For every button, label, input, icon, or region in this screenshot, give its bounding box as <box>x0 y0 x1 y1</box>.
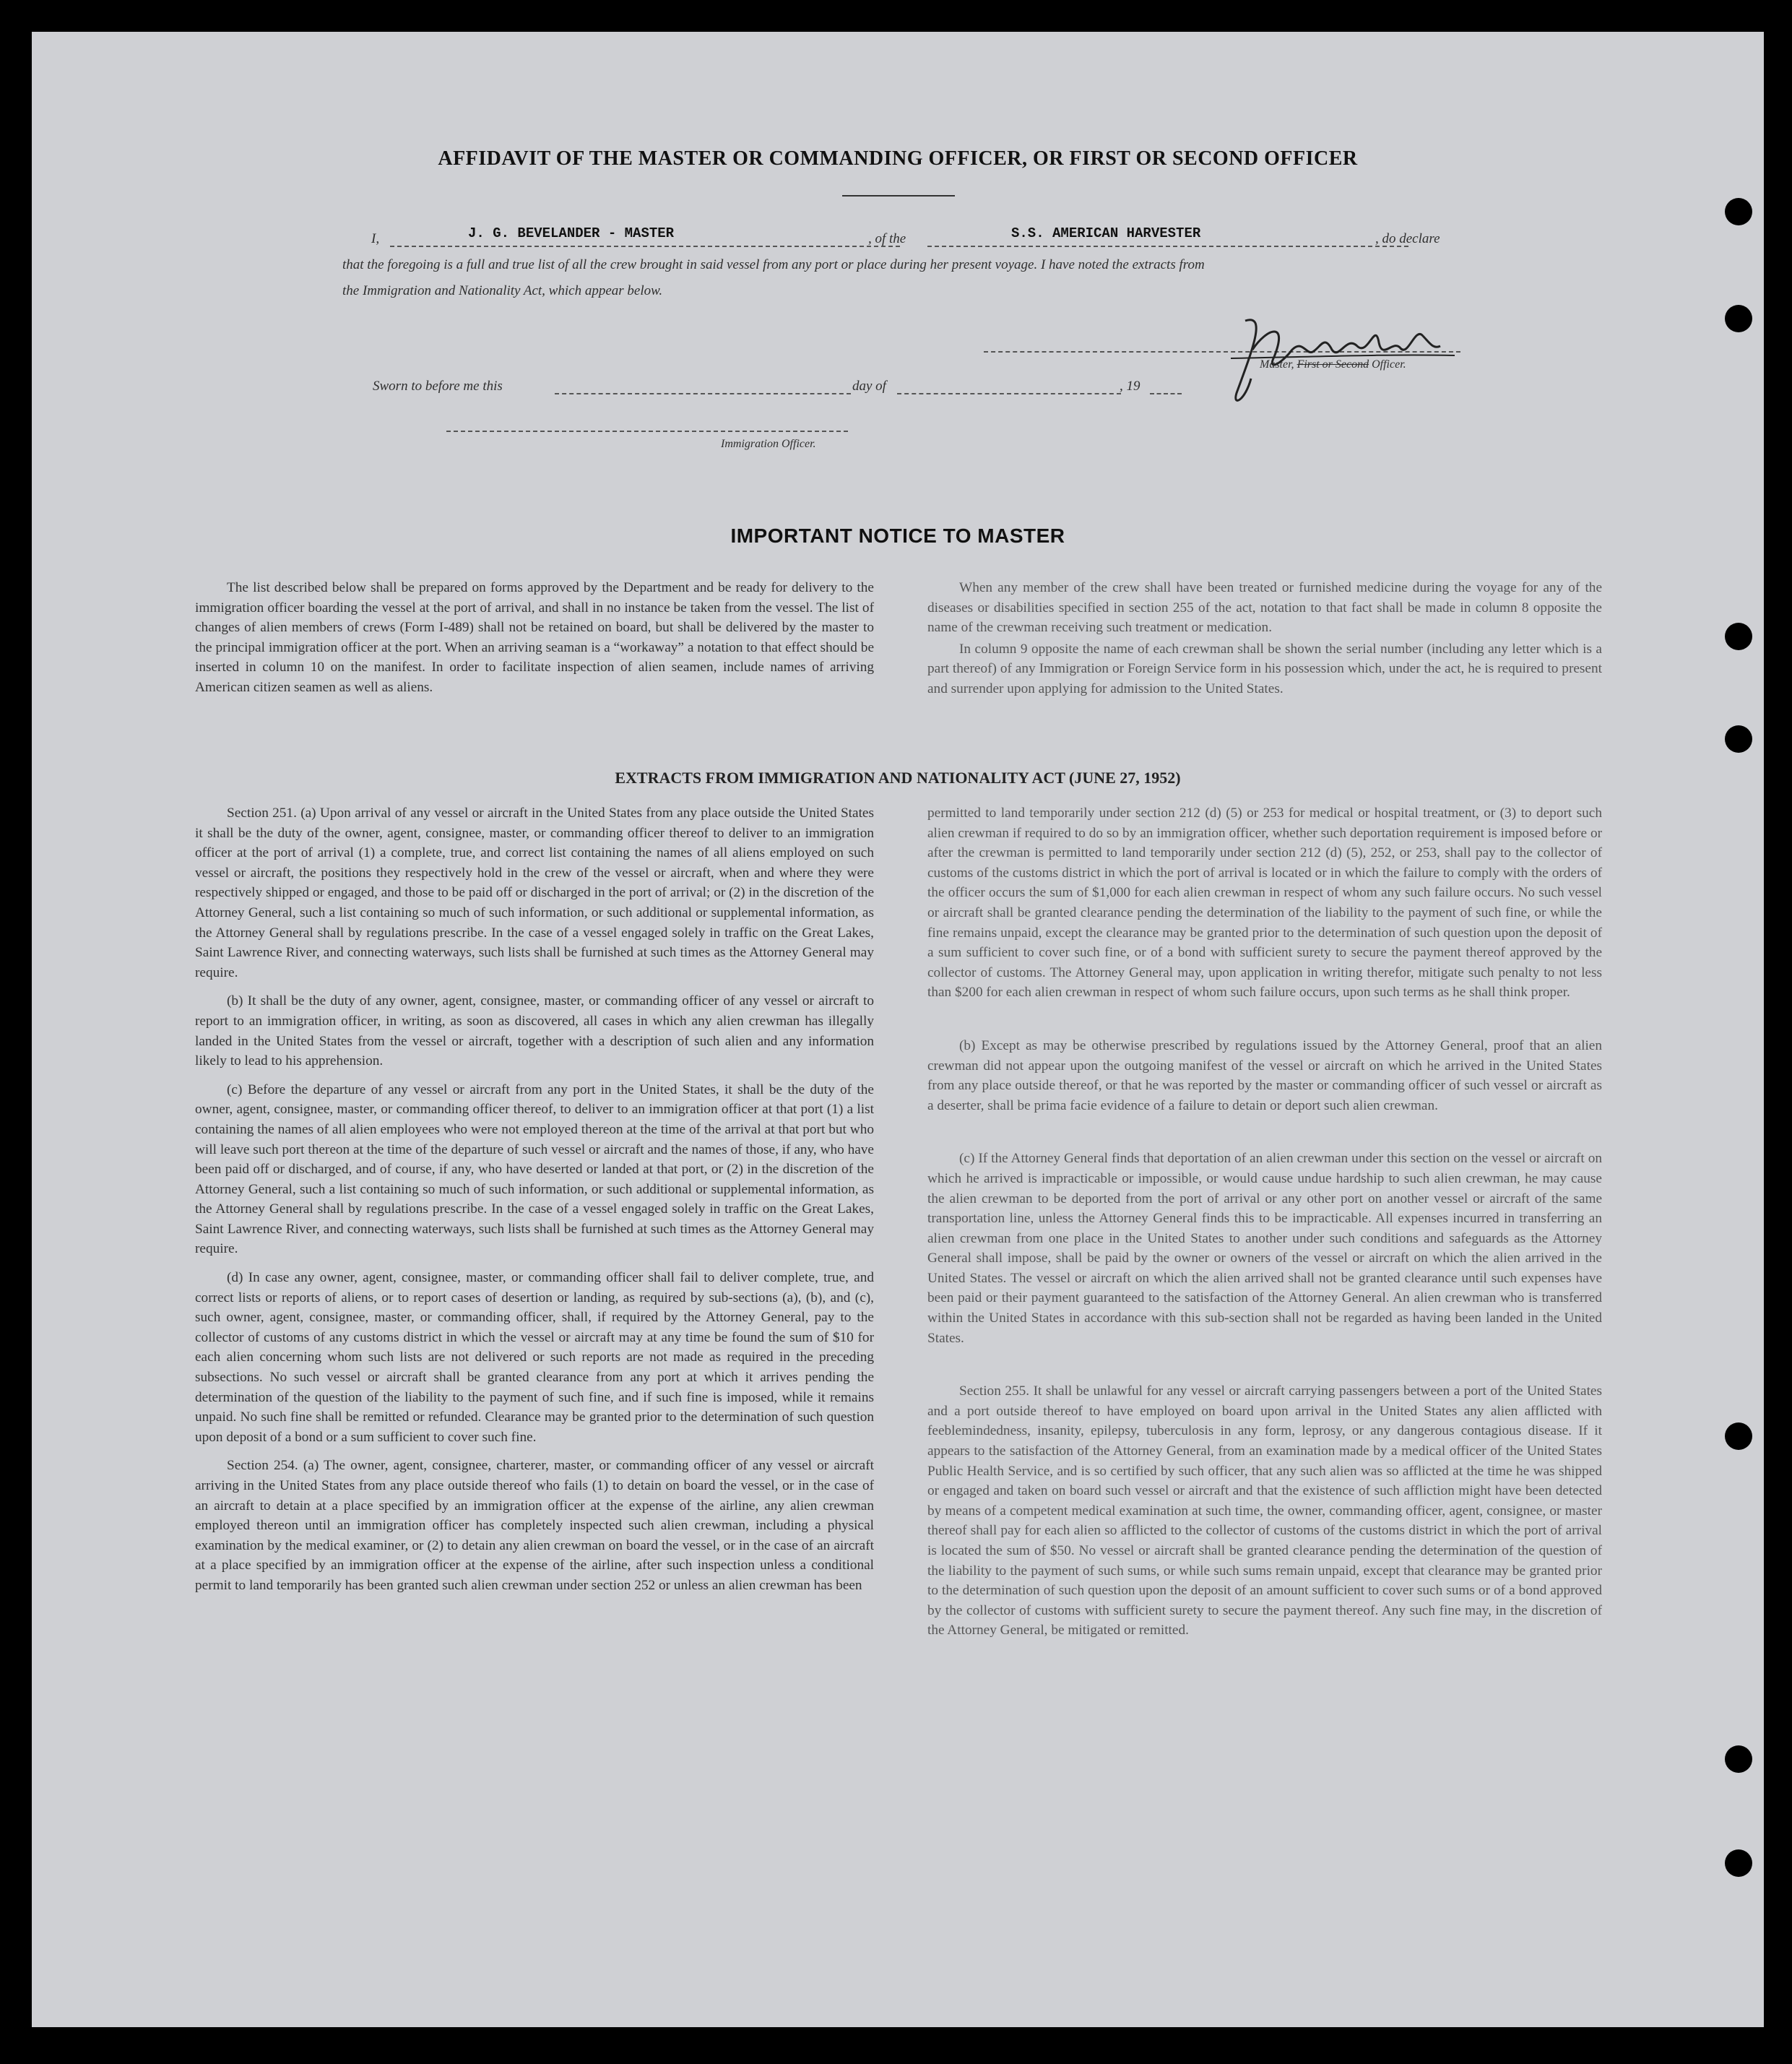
notice-right-paragraph-2: In column 9 opposite the name of each crewman shall be shown the serial number (including any letter which is a part thereof) of any Immigration or Foreign Service form in his possession which, under the act, he is required to present and surrender upon applying for admission to the United States. <box>927 641 1602 696</box>
title-rule <box>842 195 955 197</box>
extracts-title: EXTRACTS FROM IMMIGRATION AND NATIONALITY ACT (JUNE 27, 1952) <box>615 769 1181 787</box>
notice-left-paragraph: The list described below shall be prepared on forms approved by the Department and be ready for delivery to the immigration officer boarding the vessel at the port of arrival, and shall in no instance be taken from the vessel. The list of changes of alien members of crews (Form I-489) shall not be retained on board, but shall be delivered by the master to the principal immigration officer at the port. When an arriving seaman is a “workaway” a notation to that effect should be inserted in column 10 on the manifest. In order to facilitate inspection of alien seamen, include names of arriving American citizen seamen as well as aliens. <box>195 580 874 695</box>
notice-right-column <box>927 578 1602 708</box>
binder-hole <box>1725 305 1752 332</box>
document-page <box>32 32 1764 2027</box>
section-255: Section 255. It shall be unlawful for any vessel or aircraft carrying passengers between a port of the United States and a port outside thereof to have employed on board upon arrival in the United States any alien afflicted with feeblemindedness, insanity, epilepsy, tuberculosis in any form, leprosy, or any dangerous contagious disease. If it appears to the satisfaction of the Attorney General, from an examination made by a medical officer of the United States Public Health Service, and is so certified by such officer, that any such alien was so afflicted at the time he was shipped or engaged and taken on board such vessel or aircraft and that the existence of such affliction might have been detected by means of a competent medical examination at such time, the owner, commanding officer, agent, consignee, or master thereof shall pay for each alien so afflicted to the collector of customs of the customs district in which the port of arrival is located the sum of $50. No vessel or aircraft shall be granted clearance pending the determination of the question of the liability to the payment of such sums, or while such sums remain unpaid, except that clearance may be granted prior to the determination of such question upon the deposit of an amount sufficient to cover such sums or of a bond approved by the collector of customs with sufficient surety to secure the payment thereof. Any such fine may, in the discretion of the Attorney General, be mitigated or remitted. <box>927 1383 1602 1638</box>
binder-hole <box>1725 725 1752 753</box>
section-254-a-continued: permitted to land temporarily under section 212 (d) (5) or 253 for medical or hospital treatment, or (3) to deport such alien crewman if required to do so by an immigration officer, whether such deportation requirement is imposed before or after the crewman is permitted to land temporarily under section 212 (d) (5), 252, or 253, shall pay to the collector of customs of the customs district in which the port of arrival is located or in which the failure to comply with the orders of the officer occurs the sum of $1,000 for each alien crewman in respect of whom any such failure occurs. No such vessel or aircraft shall be granted clearance pending the determination of the liability to the payment of such fine, or while the fine remains unpaid, except the clearance may be granted prior to the determination of such question upon the deposit of a sum sufficient to cover such fine, or of a bond with sufficient surety to secure the payment thereof approved by the collector of customs. The Attorney General may, upon application in writing therefor, mitigate such penalty to not less than $200 for each alien crewman in respect of whom such failure occurs, upon such terms as he shall think proper. <box>927 806 1602 1001</box>
signature-role <box>1260 358 1406 371</box>
section-251-a: Section 251. (a) Upon arrival of any vessel or aircraft in the United States from any place outside the United States it shall be the duty of the owner, agent, consignee, master, or commanding officer thereof to deliver to an immigration officer at the port of arrival (1) a complete, true, and correct list containing the names of all aliens employed on such vessel or aircraft, the positions they respectively hold in the crew of the vessel or aircraft, when and where they were respectively shipped or engaged, and those to be paid off or discharged in the port of arrival; or (2) in the discretion of the Attorney General, such a list containing so much of such information, or such additional or supplemental information, as the Attorney General shall by regulations prescribe. In the case of a vessel engaged solely in traffic on the Great Lakes, Saint Lawrence River, and connecting waterways, such lists shall be furnished at such times as the Attorney General may require. <box>195 806 874 980</box>
binder-hole <box>1725 623 1752 650</box>
day-of-label: day of <box>852 379 886 394</box>
section-254-a: Section 254. (a) The owner, agent, consignee, charterer, master, or commanding officer of any vessel or aircraft arriving in the United States from any place outside thereof who fails (1) to detain on board the vessel, or in the case of an aircraft to detain at a place specified by an immigration officer at the expense of the airline, any alien crewman employed thereon until an immigration officer has completely inspected such alien crewman, including a physical examination by the medical examiner, or (2) to detain any alien crewman on board the vessel, or in the case of an aircraft at a place specified by an immigration officer at the expense of the airline, after such inspection unless a conditional permit to land temporarily has been granted such alien crewman under section 252 or unless an alien crewman has been <box>195 1458 874 1593</box>
year-blank <box>1150 393 1182 394</box>
binder-hole <box>1725 1849 1752 1877</box>
binder-hole <box>1725 1422 1752 1450</box>
of-the-label: , of the <box>868 231 906 246</box>
binder-hole <box>1725 198 1752 225</box>
name-blank <box>390 246 900 247</box>
extracts-right-column <box>927 803 1602 1649</box>
affidavit-line-3: the Immigration and Nationality Act, which appear below. <box>342 283 663 298</box>
notice-title: IMPORTANT NOTICE TO MASTER <box>730 524 1065 547</box>
sworn-day-blank <box>555 393 851 394</box>
notice-left-column <box>195 578 874 707</box>
sworn-label: Sworn to before me this <box>373 379 503 394</box>
year-prefix: , 19 <box>1120 379 1140 394</box>
vessel-blank <box>927 246 1408 247</box>
extracts-left-column <box>195 803 874 1605</box>
sworn-month-blank <box>897 393 1121 394</box>
section-254-b: (b) Except as may be otherwise prescribed by regulations issued by the Attorney General, proof that an alien crewman did not appear upon the outgoing manifest of the vessel or aircraft on which he arrived in the United States from any place outside thereof, or that he was reported by the master or commanding officer of such vessel or aircraft as a deserter, shall be prima facie evidence of a failure to detain or deport such alien crewman. <box>927 1037 1602 1113</box>
section-251-b: (b) It shall be the duty of any owner, agent, consignee, master, or commanding officer of any vessel or aircraft to report to an immigration officer, in writing, as soon as discovered, all cases in which any alien crewman has illegally landed in the United States from the vessel or aircraft, together with a description of such alien and any information likely to lead to his apprehension. <box>195 993 874 1069</box>
immigration-officer-line <box>446 431 848 432</box>
affidavit-line-2: that the foregoing is a full and true list of all the crew brought in said vessel from any port or place during her present voyage. I have noted the extracts from <box>342 257 1205 272</box>
affidavit-title: AFFIDAVIT OF THE MASTER OR COMMANDING OFFICER, OR FIRST OR SECOND OFFICER <box>438 147 1358 170</box>
master-name: J. G. BEVELANDER - MASTER <box>468 225 675 241</box>
section-251-c: (c) Before the departure of any vessel or aircraft from any port in the United States, it shall be the duty of the owner, agent, consignee, master, or commanding officer thereof, to deliver to an immigration officer at that port (1) a list containing the names of all alien employees who were not employed thereon at the time of the arrival at that port but who will leave such port thereon at the time of the departure of such vessel or aircraft and the names of those, if any, who have been paid off or discharged, and of course, if any, who have deserted or landed at that port, or (2) in the discretion of the Attorney General, such a list containing so much of such information, or such additional or supplemental information, as the Attorney General shall by regulations prescribe. In the case of a vessel engaged solely in traffic on the Great Lakes, Saint Lawrence River, and connecting waterways, such lists shall be furnished at such times as the Attorney General may require. <box>195 1081 874 1257</box>
sig-role-struck: First or Second <box>1297 358 1369 371</box>
section-251-d: (d) In case any owner, agent, consignee, master, or commanding officer shall fail to deliver complete, true, and correct lists or reports of aliens, or to report cases of desertion or landing, as required by sub-sections (a), (b), and (c), such owner, agent, consignee, master, or commanding officer, shall, if required by the Attorney General, pay to the collector of customs of any customs district in which the vessel or aircraft may at any time be found the sum of $10 for each alien concerning whom such lists are not delivered or such reports are not made as required in the preceding subsections. No such vessel or aircraft shall be granted clearance from any port at which it arrives pending the determination of the question of the liability to the payment of such fine, and if such fine is imposed, while it remains unpaid. No such fine shall be remitted or refunded. Clearance may be granted prior to the determination of such question upon deposit of a bond or a sum sufficient to cover such fine. <box>195 1270 874 1445</box>
notice-right-paragraph-1: When any member of the crew shall have been treated or furnished medicine during the voyage for any of the diseases or disabilities specified in section 255 of the act, notation to that fact shall be made in column 8 opposite the name of the crewman receiving such treatment or medication. <box>927 580 1602 636</box>
i-label: I, <box>371 231 380 246</box>
sig-role-master: Master, <box>1260 358 1294 371</box>
sig-role-officer: Officer. <box>1372 358 1406 371</box>
vessel-name: S.S. AMERICAN HARVESTER <box>1011 225 1201 241</box>
section-254-c: (c) If the Attorney General finds that deportation of an alien crewman under this section on the vessel or aircraft on which he arrived is impracticable or impossible, or would cause undue hardship to such alien crewman, he may cause the alien crewman to be deported from the port of arrival or any other port on another vessel or aircraft of the same transportation line, unless the Attorney General finds this to be impracticable. All expenses incurred in transferring an alien crewman from one place in the United States to another under such conditions and safeguards as the Attorney General shall impose, shall be paid by the owner or owners of the vessel or aircraft on which the alien arrived in the United States. The vessel or aircraft on which the alien arrived shall not be granted clearance until such expenses have been paid or their payment guaranteed to the satisfaction of the Attorney General. An alien crewman who is transferred within the United States in accordance with this sub-section shall not be regarded as having been landed in the United States. <box>927 1151 1602 1346</box>
immigration-officer-label: Immigration Officer. <box>721 438 816 450</box>
binder-hole <box>1725 1745 1752 1773</box>
do-declare-label: , do declare <box>1375 231 1440 246</box>
